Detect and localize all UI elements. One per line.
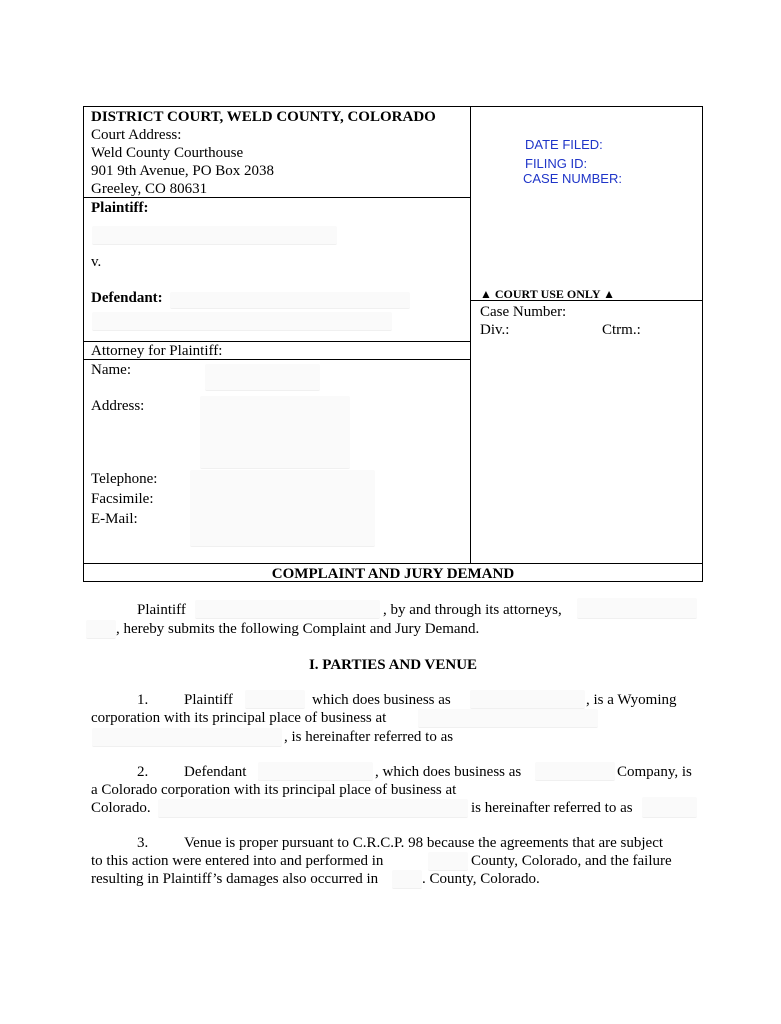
telephone-label: Telephone:	[91, 471, 158, 487]
caption-border-left	[83, 106, 84, 582]
intro-submits: , hereby submits the following Complaint and Jury Demand.	[116, 621, 480, 637]
court-street: 901 9th Avenue, PO Box 2038	[91, 163, 275, 179]
redacted-p2-address	[158, 799, 468, 818]
redacted-intro-attorneys	[577, 598, 697, 619]
p3-line2a: to this action were entered into and performed in	[91, 853, 384, 869]
p3-line3b: . County, Colorado.	[422, 871, 540, 887]
p2-dba: , which does business as	[375, 764, 522, 780]
caption-border-top	[83, 106, 703, 107]
redacted-defendant-name-2	[92, 312, 392, 331]
court-address-label: Court Address:	[91, 127, 182, 143]
court-name: DISTRICT COURT, WELD COUNTY, COLORADO	[91, 109, 436, 125]
p2-colorado: Colorado.	[91, 800, 151, 816]
p3-line3a: resulting in Plaintiff’s damages also occurred in	[91, 871, 379, 887]
document-title: COMPLAINT AND JURY DEMAND	[271, 566, 515, 582]
p3-line1: Venue is proper pursuant to C.R.C.P. 98 because the agreements that are subject	[184, 835, 664, 851]
p1-plaintiff: Plaintiff	[184, 692, 233, 708]
redacted-p1-dba	[470, 690, 585, 709]
p1-dba: which does business as	[312, 692, 451, 708]
caption-border-right	[702, 106, 703, 582]
redacted-p2-dba	[535, 762, 615, 781]
p2-defendant: Defendant	[184, 764, 247, 780]
division-label: Div.:	[480, 322, 510, 338]
redacted-plaintiff-name	[92, 226, 337, 245]
p1-line2: corporation with its principal place of business at	[91, 710, 387, 726]
section-heading: I. PARTIES AND VENUE	[308, 657, 478, 673]
p1-wyoming: , is a Wyoming	[586, 692, 677, 708]
p1-line3: , is hereinafter referred to as	[284, 729, 454, 745]
plaintiff-label: Plaintiff:	[91, 200, 149, 216]
redacted-p1-address-2	[92, 728, 282, 747]
redacted-intro-attorneys-2	[86, 620, 116, 639]
redacted-p3-county-2	[392, 870, 422, 889]
redacted-p3-county	[428, 852, 468, 871]
p1-number: 1.	[137, 692, 149, 708]
redacted-attorney-name	[205, 364, 320, 391]
redacted-attorney-contact	[190, 470, 375, 547]
redacted-defendant-name	[170, 292, 410, 309]
courthouse-name: Weld County Courthouse	[91, 145, 244, 161]
redacted-p1-address	[418, 709, 598, 728]
court-use-only-label: COURT USE ONLY	[494, 287, 601, 301]
email-label: E-Mail:	[91, 511, 138, 527]
redacted-p2-reference	[642, 797, 697, 818]
redacted-p2-defendant	[258, 762, 373, 781]
redacted-p1-plaintiff	[245, 690, 305, 709]
date-filed-label: DATE FILED:	[525, 137, 603, 152]
name-label: Name:	[91, 362, 131, 378]
facsimile-label: Facsimile:	[91, 491, 154, 507]
up-arrow-icon: ▲	[603, 287, 615, 301]
attorney-label: Attorney for Plaintiff:	[91, 343, 223, 359]
redacted-intro-plaintiff	[195, 600, 380, 619]
p2-line2: a Colorado corporation with its principal place of business at	[91, 782, 457, 798]
redacted-attorney-address	[200, 396, 350, 469]
versus-label: v.	[91, 254, 102, 270]
intro-through: , by and through its attorneys,	[383, 602, 562, 618]
p2-line3: is hereinafter referred to as	[471, 800, 633, 816]
case-number-filing-label: CASE NUMBER:	[523, 171, 622, 186]
divider-title-top	[83, 563, 703, 564]
p2-number: 2.	[137, 764, 149, 780]
p3-line2b: County, Colorado, and the failure	[471, 853, 672, 869]
court-use-only	[480, 285, 615, 303]
courtroom-label: Ctrm.:	[602, 322, 641, 338]
defendant-label: Defendant:	[91, 290, 163, 306]
p2-company: Company, is	[617, 764, 692, 780]
case-number-label: Case Number:	[480, 304, 567, 320]
address-label: Address:	[91, 398, 145, 414]
p3-number: 3.	[137, 835, 149, 851]
filing-id-label: FILING ID:	[525, 156, 588, 171]
up-arrow-icon: ▲	[480, 287, 492, 301]
caption-divider-vertical	[470, 106, 471, 563]
court-city: Greeley, CO 80631	[91, 181, 208, 197]
intro-plaintiff: Plaintiff	[137, 602, 186, 618]
